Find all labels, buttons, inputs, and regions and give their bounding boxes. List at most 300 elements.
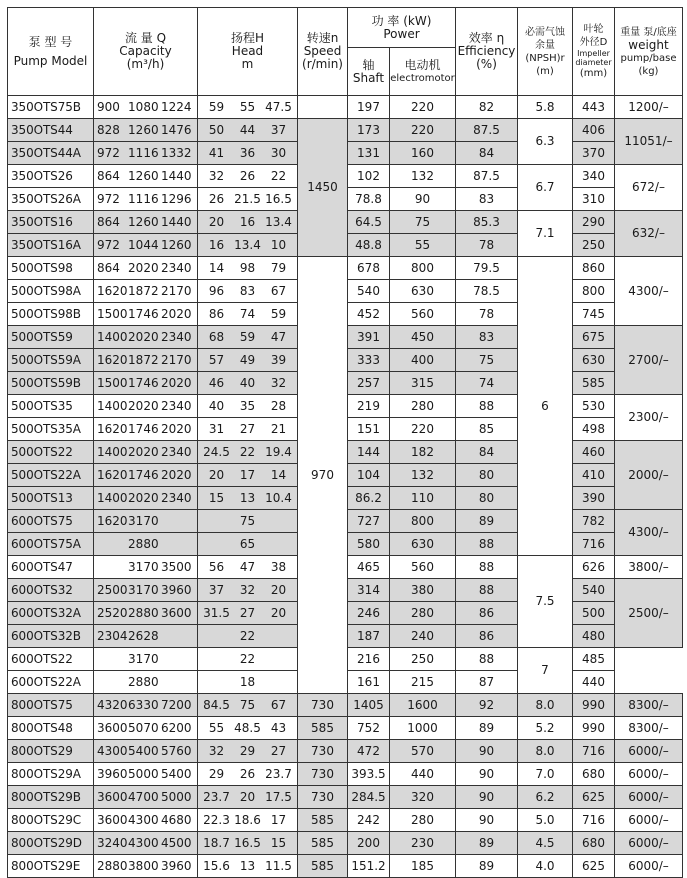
capacity-cell <box>94 349 198 372</box>
head-value <box>263 626 294 647</box>
capacity-cell <box>94 832 198 855</box>
capacity-value: 1440 <box>161 168 192 183</box>
head-cell <box>198 510 298 533</box>
npsh-cell: 4.0 <box>518 855 573 878</box>
head-value: 39 <box>270 352 287 367</box>
speed-cell: 730 <box>298 740 348 763</box>
head-value <box>263 511 294 532</box>
head-value: 37 <box>270 122 287 137</box>
weight-cell: 6000/– <box>615 763 683 786</box>
head-value: 55 <box>239 99 256 114</box>
head-cell <box>198 648 298 671</box>
head-value: 65 <box>239 536 256 551</box>
weight-cell: 8300/– <box>615 717 683 740</box>
npsh-cell: 8.0 <box>518 740 573 763</box>
motor-cell: 230 <box>390 832 456 855</box>
capacity-value: 1746 <box>128 421 159 436</box>
capacity-value: 828 <box>97 122 120 137</box>
capacity-value: 1400 <box>97 490 128 505</box>
capacity-value: 5070 <box>128 720 159 735</box>
model-cell: 350OTS44A <box>8 142 94 165</box>
capacity-value: 2020 <box>128 490 159 505</box>
weight-cell: 6000/– <box>615 855 683 878</box>
head-cell <box>198 487 298 510</box>
impeller-cell: 250 <box>573 234 615 257</box>
head-cell <box>198 832 298 855</box>
model-cell: 350OTS44 <box>8 119 94 142</box>
npsh-cell: 6.7 <box>518 165 573 211</box>
motor-cell: 450 <box>390 326 456 349</box>
header-weight: 重量 泵/底座 weight pump/base (kg) <box>615 8 683 96</box>
weight-cell: 6000/– <box>615 832 683 855</box>
table-row <box>8 855 683 878</box>
capacity-cell <box>94 464 198 487</box>
shaft-cell: 151.2 <box>348 855 390 878</box>
head-value <box>263 672 294 693</box>
capacity-value: 3170 <box>128 582 159 597</box>
head-value: 37 <box>208 582 225 597</box>
shaft-cell: 257 <box>348 372 390 395</box>
head-cell <box>198 602 298 625</box>
capacity-value: 1620 <box>97 513 128 528</box>
motor-cell: 560 <box>390 303 456 326</box>
capacity-cell <box>94 717 198 740</box>
model-cell: 350OTS16 <box>8 211 94 234</box>
head-value: 14 <box>270 467 287 482</box>
head-value: 44 <box>239 122 256 137</box>
impeller-cell: 990 <box>573 717 615 740</box>
capacity-cell <box>94 119 198 142</box>
motor-cell: 630 <box>390 280 456 303</box>
efficiency-cell: 82 <box>456 96 518 119</box>
capacity-value: 6200 <box>161 720 192 735</box>
impeller-cell: 485 <box>573 648 615 671</box>
capacity-value: 2020 <box>161 467 192 482</box>
motor-cell: 800 <box>390 510 456 533</box>
model-cell: 500OTS35A <box>8 418 94 441</box>
head-value <box>201 626 232 647</box>
capacity-value: 2880 <box>128 605 159 620</box>
motor-cell: 220 <box>390 418 456 441</box>
shaft-cell: 465 <box>348 556 390 579</box>
efficiency-cell: 88 <box>456 556 518 579</box>
head-value: 13.4 <box>265 214 292 229</box>
impeller-cell: 585 <box>573 372 615 395</box>
npsh-cell: 7 <box>518 648 573 694</box>
head-value: 86 <box>208 306 225 321</box>
capacity-cell <box>94 579 198 602</box>
head-value: 23.7 <box>265 766 292 781</box>
capacity-value: 864 <box>97 168 120 183</box>
efficiency-cell: 92 <box>456 694 518 717</box>
impeller-cell: 625 <box>573 855 615 878</box>
shaft-cell: 131 <box>348 142 390 165</box>
weight-cell: 2000/– <box>615 441 683 510</box>
model-cell: 600OTS32 <box>8 579 94 602</box>
head-value: 74 <box>239 306 256 321</box>
shaft-cell: 216 <box>348 648 390 671</box>
motor-cell: 220 <box>390 119 456 142</box>
shaft-cell: 1405 <box>348 694 390 717</box>
table-row <box>8 119 683 142</box>
capacity-cell <box>94 809 198 832</box>
efficiency-cell: 83 <box>456 188 518 211</box>
head-value <box>263 534 294 555</box>
capacity-cell <box>94 510 198 533</box>
motor-cell: 800 <box>390 257 456 280</box>
model-cell: 800OTS75 <box>8 694 94 717</box>
model-cell: 600OTS75 <box>8 510 94 533</box>
model-cell: 800OTS29E <box>8 855 94 878</box>
impeller-cell: 990 <box>573 694 615 717</box>
capacity-value: 5000 <box>161 789 192 804</box>
weight-cell: 6000/– <box>615 786 683 809</box>
impeller-cell: 782 <box>573 510 615 533</box>
head-value <box>201 672 232 693</box>
shaft-cell: 727 <box>348 510 390 533</box>
efficiency-cell: 87.5 <box>456 165 518 188</box>
capacity-value: 1620 <box>97 467 128 482</box>
capacity-value: 2020 <box>128 398 159 413</box>
capacity-value: 1872 <box>128 352 159 367</box>
shaft-cell: 187 <box>348 625 390 648</box>
head-value: 22 <box>270 168 287 183</box>
head-value: 32 <box>239 582 256 597</box>
head-cell <box>198 533 298 556</box>
model-cell: 600OTS22A <box>8 671 94 694</box>
weight-cell: 4300/– <box>615 510 683 556</box>
speed-cell: 585 <box>298 809 348 832</box>
capacity-value: 1260 <box>128 122 159 137</box>
efficiency-cell: 80 <box>456 487 518 510</box>
motor-cell: 182 <box>390 441 456 464</box>
table-row <box>8 763 683 786</box>
head-value: 47.5 <box>265 99 292 114</box>
head-cell <box>198 395 298 418</box>
capacity-value: 4300 <box>128 835 159 850</box>
head-value: 31.5 <box>203 605 230 620</box>
head-value: 57 <box>208 352 225 367</box>
head-value: 59 <box>208 99 225 114</box>
motor-cell: 75 <box>390 211 456 234</box>
capacity-cell <box>94 188 198 211</box>
model-cell: 800OTS29 <box>8 740 94 763</box>
capacity-cell <box>94 372 198 395</box>
motor-cell: 160 <box>390 142 456 165</box>
capacity-cell <box>94 280 198 303</box>
shaft-cell: 144 <box>348 441 390 464</box>
capacity-value: 2880 <box>128 536 159 551</box>
model-cell: 800OTS48 <box>8 717 94 740</box>
head-value: 98 <box>239 260 256 275</box>
capacity-value: 972 <box>97 145 120 160</box>
head-value: 27 <box>270 743 287 758</box>
efficiency-cell: 85.3 <box>456 211 518 234</box>
impeller-cell: 680 <box>573 763 615 786</box>
weight-cell: 6000/– <box>615 740 683 763</box>
npsh-cell: 7.5 <box>518 556 573 648</box>
capacity-value: 1440 <box>161 214 192 229</box>
head-value: 20 <box>270 605 287 620</box>
head-value <box>263 649 294 670</box>
header-npsh: 必需气蚀 余量 (NPSH)r (m) <box>518 8 573 96</box>
capacity-value: 1872 <box>128 283 159 298</box>
impeller-cell: 800 <box>573 280 615 303</box>
efficiency-cell: 84 <box>456 142 518 165</box>
capacity-cell <box>94 855 198 878</box>
capacity-value: 2020 <box>128 260 159 275</box>
head-cell <box>198 418 298 441</box>
efficiency-cell: 89 <box>456 832 518 855</box>
motor-cell: 380 <box>390 579 456 602</box>
capacity-cell <box>94 740 198 763</box>
shaft-cell: 151 <box>348 418 390 441</box>
speed-cell <box>298 96 348 119</box>
efficiency-cell: 86 <box>456 625 518 648</box>
head-value: 22 <box>239 628 256 643</box>
head-value: 26 <box>208 191 225 206</box>
head-value: 67 <box>270 697 287 712</box>
head-value: 18.7 <box>203 835 230 850</box>
efficiency-cell: 90 <box>456 740 518 763</box>
head-value: 14 <box>208 260 225 275</box>
model-cell: 500OTS59 <box>8 326 94 349</box>
head-value: 50 <box>208 122 225 137</box>
capacity-value: 1746 <box>128 375 159 390</box>
capacity-cell <box>94 395 198 418</box>
impeller-cell: 290 <box>573 211 615 234</box>
shaft-cell: 102 <box>348 165 390 188</box>
shaft-cell: 197 <box>348 96 390 119</box>
shaft-cell: 219 <box>348 395 390 418</box>
capacity-value: 1500 <box>97 375 128 390</box>
capacity-value: 2170 <box>161 283 192 298</box>
table-body <box>8 96 683 878</box>
head-value: 13 <box>239 858 256 873</box>
head-value: 43 <box>270 720 287 735</box>
motor-cell: 215 <box>390 671 456 694</box>
motor-cell: 250 <box>390 648 456 671</box>
capacity-value: 1476 <box>161 122 192 137</box>
head-value: 31 <box>208 421 225 436</box>
shaft-cell: 678 <box>348 257 390 280</box>
capacity-cell <box>94 303 198 326</box>
head-cell <box>198 694 298 717</box>
shaft-cell: 86.2 <box>348 487 390 510</box>
head-value: 13 <box>239 490 256 505</box>
npsh-cell: 5.8 <box>518 96 573 119</box>
head-value: 19.4 <box>265 444 292 459</box>
capacity-value: 1746 <box>128 306 159 321</box>
motor-cell: 55 <box>390 234 456 257</box>
efficiency-cell: 89 <box>456 717 518 740</box>
impeller-cell: 630 <box>573 349 615 372</box>
weight-cell: 4300/– <box>615 257 683 326</box>
capacity-value <box>161 511 194 532</box>
head-value: 17.5 <box>265 789 292 804</box>
capacity-value: 900 <box>97 99 120 114</box>
model-cell: 500OTS59B <box>8 372 94 395</box>
head-value: 21 <box>270 421 287 436</box>
model-cell: 800OTS29B <box>8 786 94 809</box>
capacity-value: 4500 <box>161 835 192 850</box>
capacity-value: 1116 <box>128 191 159 206</box>
head-value: 24.5 <box>203 444 230 459</box>
head-cell <box>198 234 298 257</box>
capacity-value: 1260 <box>161 237 192 252</box>
capacity-value: 2340 <box>161 490 192 505</box>
impeller-cell: 480 <box>573 625 615 648</box>
weight-cell: 8300/– <box>615 694 683 717</box>
model-cell: 500OTS35 <box>8 395 94 418</box>
speed-cell: 730 <box>298 694 348 717</box>
motor-cell: 280 <box>390 395 456 418</box>
impeller-cell: 626 <box>573 556 615 579</box>
head-cell <box>198 625 298 648</box>
capacity-cell <box>94 671 198 694</box>
capacity-cell <box>94 234 198 257</box>
motor-cell: 185 <box>390 855 456 878</box>
table-row <box>8 832 683 855</box>
motor-cell: 132 <box>390 165 456 188</box>
efficiency-cell: 90 <box>456 786 518 809</box>
head-value <box>201 511 232 532</box>
capacity-value: 2520 <box>97 605 128 620</box>
capacity-value: 3600 <box>97 812 128 827</box>
impeller-cell: 370 <box>573 142 615 165</box>
capacity-value: 7200 <box>161 697 192 712</box>
head-value: 48.5 <box>234 720 261 735</box>
header-impeller: 叶轮 外径D Impeller diameter (mm) <box>573 8 615 96</box>
capacity-value: 2020 <box>161 375 192 390</box>
impeller-cell: 390 <box>573 487 615 510</box>
capacity-value: 2880 <box>128 674 159 689</box>
capacity-value: 2020 <box>128 329 159 344</box>
speed-cell: 1450 <box>298 119 348 257</box>
capacity-cell <box>94 441 198 464</box>
head-value: 67 <box>270 283 287 298</box>
head-cell <box>198 211 298 234</box>
head-value: 59 <box>270 306 287 321</box>
model-cell: 500OTS13 <box>8 487 94 510</box>
impeller-cell: 340 <box>573 165 615 188</box>
efficiency-cell: 86 <box>456 602 518 625</box>
motor-cell: 1600 <box>390 694 456 717</box>
capacity-value: 3170 <box>128 651 159 666</box>
head-cell <box>198 464 298 487</box>
head-cell <box>198 257 298 280</box>
header-speed: 转速n Speed (r/min) <box>298 8 348 96</box>
head-value: 17 <box>239 467 256 482</box>
shaft-cell: 333 <box>348 349 390 372</box>
motor-cell: 240 <box>390 625 456 648</box>
capacity-value: 5400 <box>128 743 159 758</box>
head-value: 49 <box>239 352 256 367</box>
head-value: 15 <box>208 490 225 505</box>
motor-cell: 280 <box>390 602 456 625</box>
head-value: 40 <box>208 398 225 413</box>
speed-cell: 730 <box>298 786 348 809</box>
shaft-cell: 104 <box>348 464 390 487</box>
capacity-value: 2628 <box>128 628 159 643</box>
efficiency-cell: 74 <box>456 372 518 395</box>
impeller-cell: 625 <box>573 786 615 809</box>
capacity-value: 2880 <box>97 858 128 873</box>
weight-cell: 1200/– <box>615 96 683 119</box>
capacity-value: 2304 <box>97 628 128 643</box>
head-cell <box>198 326 298 349</box>
model-cell: 600OTS47 <box>8 556 94 579</box>
header-capacity: 流 量 Q Capacity (m³/h) <box>94 8 198 96</box>
weight-cell: 3800/– <box>615 556 683 579</box>
head-value: 22 <box>239 651 256 666</box>
capacity-value <box>97 534 128 555</box>
head-value: 11.5 <box>265 858 292 873</box>
head-value: 79 <box>270 260 287 275</box>
capacity-value: 3960 <box>161 582 192 597</box>
motor-cell: 630 <box>390 533 456 556</box>
motor-cell: 560 <box>390 556 456 579</box>
impeller-cell: 440 <box>573 671 615 694</box>
head-cell <box>198 809 298 832</box>
table-row <box>8 740 683 763</box>
weight-cell: 11051/– <box>615 119 683 165</box>
shaft-cell: 78.8 <box>348 188 390 211</box>
capacity-value: 4320 <box>97 697 128 712</box>
impeller-cell: 443 <box>573 96 615 119</box>
capacity-value: 4680 <box>161 812 192 827</box>
capacity-cell <box>94 556 198 579</box>
capacity-cell <box>94 96 198 119</box>
capacity-value: 1400 <box>97 329 128 344</box>
header-head: 扬程H Head m <box>198 8 298 96</box>
speed-cell: 585 <box>298 717 348 740</box>
head-cell <box>198 303 298 326</box>
head-value: 10.4 <box>265 490 292 505</box>
weight-cell: 2700/– <box>615 326 683 395</box>
head-value: 22.3 <box>203 812 230 827</box>
capacity-value: 1500 <box>97 306 128 321</box>
impeller-cell: 498 <box>573 418 615 441</box>
impeller-cell: 860 <box>573 257 615 280</box>
head-value: 32 <box>208 743 225 758</box>
weight-cell: 2300/– <box>615 395 683 441</box>
capacity-value: 2340 <box>161 260 192 275</box>
capacity-value: 1260 <box>128 214 159 229</box>
head-value: 20 <box>208 214 225 229</box>
model-cell: 800OTS29C <box>8 809 94 832</box>
capacity-cell <box>94 211 198 234</box>
capacity-cell <box>94 786 198 809</box>
motor-cell: 440 <box>390 763 456 786</box>
head-value: 16 <box>208 237 225 252</box>
header-shaft: 轴 Shaft <box>348 48 390 96</box>
capacity-value: 1080 <box>128 99 159 114</box>
head-value: 75 <box>239 697 256 712</box>
capacity-value: 1620 <box>97 283 128 298</box>
efficiency-cell: 84 <box>456 441 518 464</box>
head-value: 27 <box>239 605 256 620</box>
shaft-cell: 246 <box>348 602 390 625</box>
npsh-cell: 6 <box>518 257 573 556</box>
table-row <box>8 717 683 740</box>
impeller-cell: 716 <box>573 809 615 832</box>
shaft-cell: 48.8 <box>348 234 390 257</box>
efficiency-cell: 88 <box>456 648 518 671</box>
head-value: 56 <box>208 559 225 574</box>
efficiency-cell: 85 <box>456 418 518 441</box>
head-cell <box>198 119 298 142</box>
